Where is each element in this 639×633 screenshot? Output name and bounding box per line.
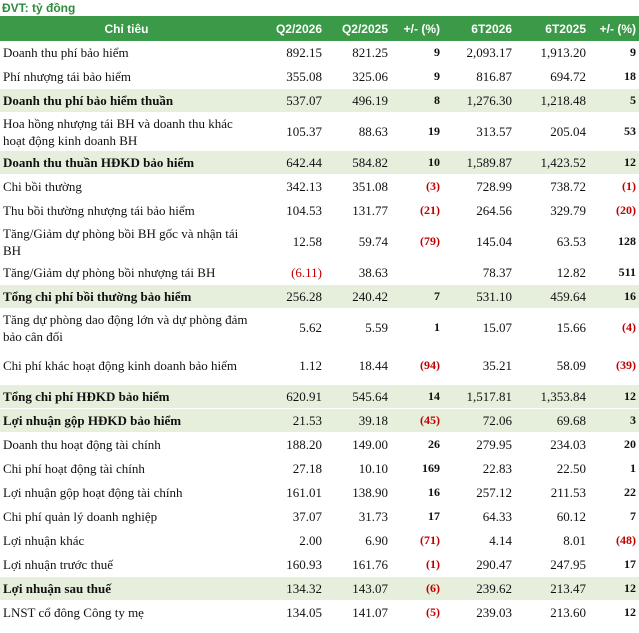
h1-2026-value: 1,589.87 <box>443 151 515 175</box>
row-label: Phí nhượng tái bảo hiểm <box>0 65 253 89</box>
h1-2026-value: 22.83 <box>443 457 515 481</box>
table-row <box>0 41 639 65</box>
row-label: Tổng chi phí HĐKD bảo hiểm <box>0 385 253 409</box>
half-change-value: (20) <box>589 199 639 223</box>
row-label: Doanh thu hoạt động tài chính <box>0 433 253 457</box>
h1-2025-value: 15.66 <box>515 309 589 347</box>
row-label: Tăng/Giảm dự phòng bồi BH gốc và nhận tái BH <box>0 223 253 261</box>
half-change-value: 1 <box>589 457 639 481</box>
quarter-change-value: 8 <box>391 89 443 113</box>
half-change-value: 3 <box>589 409 639 433</box>
q2-2025-value: 545.64 <box>325 385 391 409</box>
h1-2026-value: 264.56 <box>443 199 515 223</box>
half-change-value: 18 <box>589 65 639 89</box>
quarter-change-value: (6) <box>391 577 443 601</box>
h1-2025-value: 22.50 <box>515 457 589 481</box>
h1-2026-value: 239.03 <box>443 601 515 625</box>
q2-2026-value: 134.05 <box>253 601 325 625</box>
half-change-value: (39) <box>589 347 639 385</box>
h1-2025-value: 58.09 <box>515 347 589 385</box>
quarter-change-value: 10 <box>391 151 443 175</box>
h1-2026-value: 35.21 <box>443 347 515 385</box>
table-row <box>0 309 639 347</box>
h1-2025-value: 205.04 <box>515 113 589 151</box>
q2-2025-value: 18.44 <box>325 347 391 385</box>
row-label: LNST cổ đông Công ty mẹ <box>0 601 253 625</box>
h1-2025-value: 234.03 <box>515 433 589 457</box>
quarter-change-value: (1) <box>391 553 443 577</box>
q2-2026-value: 5.62 <box>253 309 325 347</box>
half-change-value: 12 <box>589 601 639 625</box>
q2-2026-value: 342.13 <box>253 175 325 199</box>
row-label: Chi bồi thường <box>0 175 253 199</box>
q2-2026-value: 256.28 <box>253 285 325 309</box>
h1-2025-value: 69.68 <box>515 409 589 433</box>
row-label: Hoa hồng nhượng tái BH và doanh thu khác hoạt động kinh doanh BH <box>0 113 253 151</box>
half-change-value: 9 <box>589 41 639 65</box>
h1-2026-value: 145.04 <box>443 223 515 261</box>
half-change-value: (1) <box>589 175 639 199</box>
table-header-row <box>0 16 639 41</box>
q2-2026-value: 1.12 <box>253 347 325 385</box>
h1-2025-value: 12.82 <box>515 261 589 285</box>
quarter-change-value: 26 <box>391 433 443 457</box>
row-label: Tăng dự phòng dao động lớn và dự phòng đảm bảo cân đối <box>0 309 253 347</box>
table-row <box>0 433 639 457</box>
q2-2025-value: 351.08 <box>325 175 391 199</box>
quarter-change-value: 14 <box>391 385 443 409</box>
q2-2026-value: 537.07 <box>253 89 325 113</box>
h1-2026-value: 1,517.81 <box>443 385 515 409</box>
table-row <box>0 481 639 505</box>
h1-2026-value: 313.57 <box>443 113 515 151</box>
quarter-change-value: 9 <box>391 65 443 89</box>
h1-2026-value: 15.07 <box>443 309 515 347</box>
table-row <box>0 175 639 199</box>
q2-2026-value: 2.00 <box>253 529 325 553</box>
h1-2026-value: 72.06 <box>443 409 515 433</box>
q2-2025-value: 88.63 <box>325 113 391 151</box>
row-label: Lợi nhuận gộp hoạt động tài chính <box>0 481 253 505</box>
table-row <box>0 199 639 223</box>
table-body <box>0 41 639 625</box>
row-label: Chi phí khác hoạt động kinh doanh bảo hiểm <box>0 347 253 385</box>
quarter-change-value: (3) <box>391 175 443 199</box>
h1-2025-value: 1,423.52 <box>515 151 589 175</box>
half-change-value: 12 <box>589 385 639 409</box>
table-row <box>0 347 639 385</box>
q2-2026-value: 188.20 <box>253 433 325 457</box>
h1-2025-value: 1,218.48 <box>515 89 589 113</box>
quarter-change-value: 7 <box>391 285 443 309</box>
h1-2025-value: 1,353.84 <box>515 385 589 409</box>
q2-2025-value: 143.07 <box>325 577 391 601</box>
q2-2026-value: 12.58 <box>253 223 325 261</box>
half-change-value: (48) <box>589 529 639 553</box>
quarter-change-value: 1 <box>391 309 443 347</box>
q2-2025-value: 39.18 <box>325 409 391 433</box>
row-label: Tổng chi phí bồi thường bảo hiểm <box>0 285 253 309</box>
h1-2025-value: 8.01 <box>515 529 589 553</box>
header-quarter-change: +/- (%) <box>391 16 443 41</box>
half-change-value: 511 <box>589 261 639 285</box>
table-row <box>0 65 639 89</box>
row-label: Lợi nhuận trước thuế <box>0 553 253 577</box>
half-change-value: 7 <box>589 505 639 529</box>
half-change-value: 22 <box>589 481 639 505</box>
quarter-change-value: 169 <box>391 457 443 481</box>
half-change-value: 12 <box>589 151 639 175</box>
q2-2025-value: 325.06 <box>325 65 391 89</box>
quarter-change-value: (45) <box>391 409 443 433</box>
q2-2026-value: 642.44 <box>253 151 325 175</box>
quarter-change-value: 9 <box>391 41 443 65</box>
half-change-value: 5 <box>589 89 639 113</box>
q2-2025-value: 161.76 <box>325 553 391 577</box>
table-row <box>0 89 639 113</box>
table-row <box>0 601 639 625</box>
q2-2026-value: 355.08 <box>253 65 325 89</box>
quarter-change-value: (94) <box>391 347 443 385</box>
half-change-value: 128 <box>589 223 639 261</box>
quarter-change-value: (79) <box>391 223 443 261</box>
h1-2026-value: 4.14 <box>443 529 515 553</box>
table-row <box>0 285 639 309</box>
q2-2026-value: 104.53 <box>253 199 325 223</box>
table-row <box>0 409 639 433</box>
quarter-change-value: 16 <box>391 481 443 505</box>
h1-2026-value: 279.95 <box>443 433 515 457</box>
financial-table <box>0 16 639 625</box>
quarter-change-value <box>391 261 443 285</box>
q2-2025-value: 10.10 <box>325 457 391 481</box>
h1-2025-value: 694.72 <box>515 65 589 89</box>
table-row <box>0 457 639 481</box>
h1-2025-value: 213.47 <box>515 577 589 601</box>
header-h1-2025: 6T2025 <box>515 16 589 41</box>
half-change-value: 17 <box>589 553 639 577</box>
h1-2026-value: 257.12 <box>443 481 515 505</box>
quarter-change-value: (71) <box>391 529 443 553</box>
half-change-value: 16 <box>589 285 639 309</box>
table-row <box>0 529 639 553</box>
h1-2025-value: 63.53 <box>515 223 589 261</box>
q2-2025-value: 38.63 <box>325 261 391 285</box>
h1-2026-value: 816.87 <box>443 65 515 89</box>
q2-2025-value: 138.90 <box>325 481 391 505</box>
header-half-change: +/- (%) <box>589 16 639 41</box>
row-label: Chi phí quản lý doanh nghiệp <box>0 505 253 529</box>
row-label: Lợi nhuận sau thuế <box>0 577 253 601</box>
quarter-change-value: 19 <box>391 113 443 151</box>
h1-2026-value: 290.47 <box>443 553 515 577</box>
header-indicator: Chỉ tiêu <box>0 16 253 41</box>
unit-label: ĐVT: tỷ đồng <box>2 1 76 15</box>
q2-2026-value: 27.18 <box>253 457 325 481</box>
row-label: Tăng/Giảm dự phòng bồi nhượng tái BH <box>0 261 253 285</box>
h1-2026-value: 78.37 <box>443 261 515 285</box>
q2-2026-value: 620.91 <box>253 385 325 409</box>
q2-2025-value: 821.25 <box>325 41 391 65</box>
q2-2025-value: 59.74 <box>325 223 391 261</box>
row-label: Thu bồi thường nhượng tái bảo hiểm <box>0 199 253 223</box>
h1-2025-value: 247.95 <box>515 553 589 577</box>
row-label: Doanh thu phí bảo hiểm <box>0 41 253 65</box>
q2-2026-value: (6.11) <box>253 261 325 285</box>
table-row <box>0 385 639 409</box>
q2-2025-value: 584.82 <box>325 151 391 175</box>
q2-2025-value: 141.07 <box>325 601 391 625</box>
q2-2026-value: 161.01 <box>253 481 325 505</box>
table-row <box>0 577 639 601</box>
quarter-change-value: (21) <box>391 199 443 223</box>
row-label: Doanh thu phí bảo hiểm thuần <box>0 89 253 113</box>
h1-2026-value: 728.99 <box>443 175 515 199</box>
h1-2025-value: 211.53 <box>515 481 589 505</box>
row-label: Chi phí hoạt động tài chính <box>0 457 253 481</box>
quarter-change-value: 17 <box>391 505 443 529</box>
h1-2026-value: 1,276.30 <box>443 89 515 113</box>
q2-2025-value: 149.00 <box>325 433 391 457</box>
q2-2025-value: 131.77 <box>325 199 391 223</box>
table-row <box>0 505 639 529</box>
half-change-value: 53 <box>589 113 639 151</box>
table-row <box>0 151 639 175</box>
h1-2025-value: 329.79 <box>515 199 589 223</box>
header-q2-2026: Q2/2026 <box>253 16 325 41</box>
h1-2026-value: 531.10 <box>443 285 515 309</box>
q2-2025-value: 240.42 <box>325 285 391 309</box>
table-row <box>0 223 639 261</box>
table-row <box>0 113 639 151</box>
header-q2-2025: Q2/2025 <box>325 16 391 41</box>
h1-2025-value: 738.72 <box>515 175 589 199</box>
quarter-change-value: (5) <box>391 601 443 625</box>
row-label: Doanh thu thuần HĐKD bảo hiểm <box>0 151 253 175</box>
row-label: Lợi nhuận khác <box>0 529 253 553</box>
q2-2026-value: 37.07 <box>253 505 325 529</box>
h1-2025-value: 60.12 <box>515 505 589 529</box>
q2-2026-value: 134.32 <box>253 577 325 601</box>
h1-2025-value: 1,913.20 <box>515 41 589 65</box>
q2-2025-value: 5.59 <box>325 309 391 347</box>
half-change-value: (4) <box>589 309 639 347</box>
q2-2026-value: 892.15 <box>253 41 325 65</box>
table-row <box>0 553 639 577</box>
q2-2025-value: 496.19 <box>325 89 391 113</box>
h1-2025-value: 459.64 <box>515 285 589 309</box>
half-change-value: 12 <box>589 577 639 601</box>
q2-2026-value: 21.53 <box>253 409 325 433</box>
half-change-value: 20 <box>589 433 639 457</box>
q2-2025-value: 31.73 <box>325 505 391 529</box>
h1-2026-value: 239.62 <box>443 577 515 601</box>
q2-2026-value: 105.37 <box>253 113 325 151</box>
q2-2025-value: 6.90 <box>325 529 391 553</box>
h1-2026-value: 2,093.17 <box>443 41 515 65</box>
table-row <box>0 261 639 285</box>
header-h1-2026: 6T2026 <box>443 16 515 41</box>
q2-2026-value: 160.93 <box>253 553 325 577</box>
h1-2025-value: 213.60 <box>515 601 589 625</box>
h1-2026-value: 64.33 <box>443 505 515 529</box>
row-label: Lợi nhuận gộp HĐKD bảo hiểm <box>0 409 253 433</box>
